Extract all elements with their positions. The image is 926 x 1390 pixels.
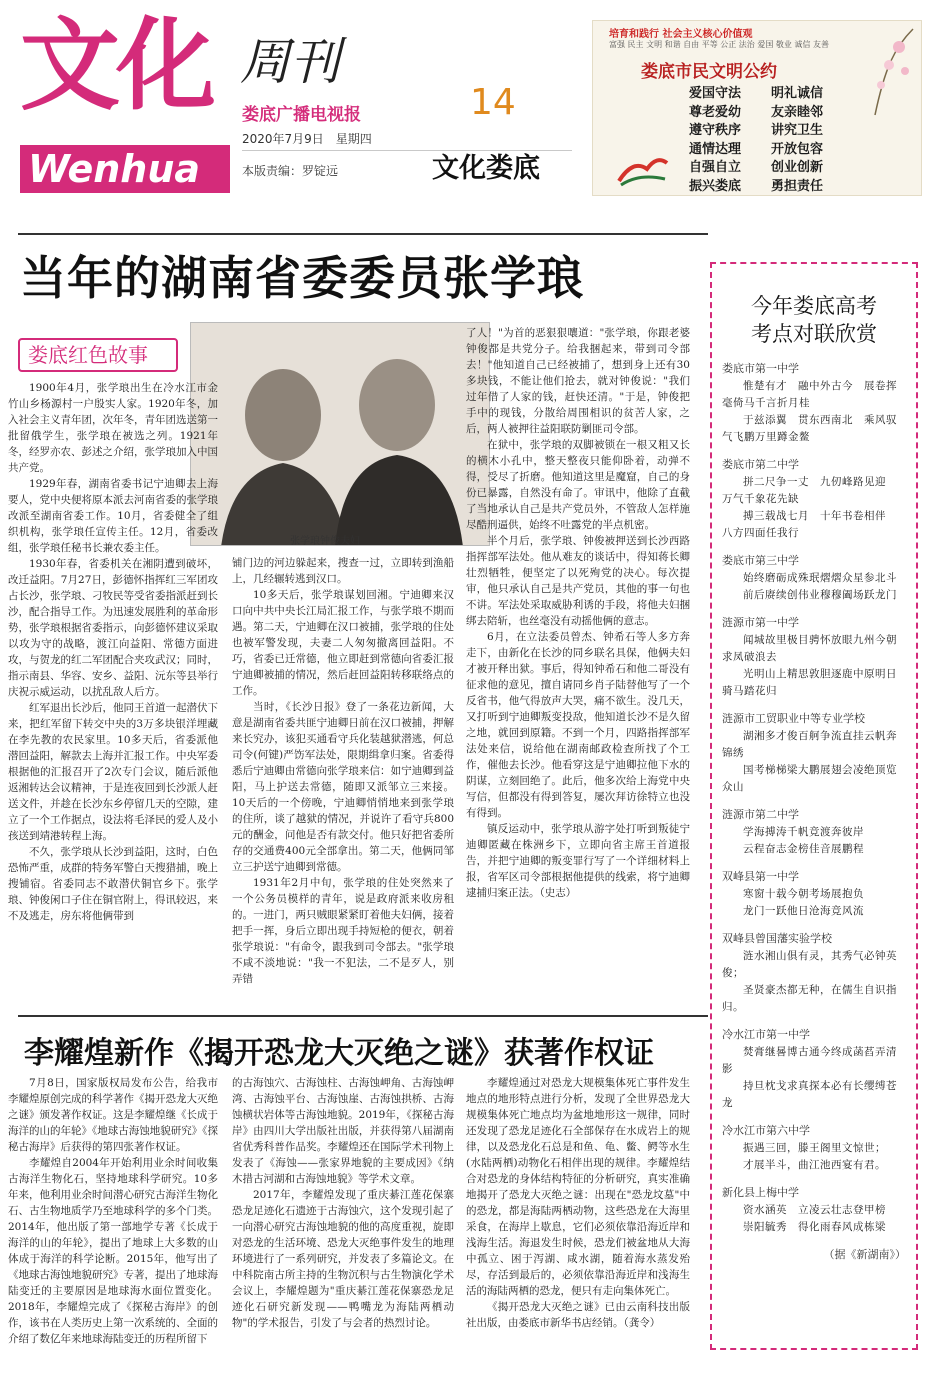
paragraph: 不久，张学琅从长沙到益阳，这时，白色恐怖严重，成群的特务军警白天搜猎捕，晚上搜铺宿。省委同志不敢潜伏铜官乡下。张学琅、钟俊闲口子住在铜官附上，得讯较迟，来不及逃走，房东将他俩带到 — [8, 846, 218, 922]
section-title: 文化娄底 — [432, 153, 540, 184]
masthead — [0, 0, 926, 205]
ad-row — [689, 141, 853, 160]
ad-row — [689, 122, 853, 141]
couplet-item — [722, 614, 906, 700]
couplet-line: 涟水湘山俱有灵，其秀气必钟英俊； — [722, 950, 897, 979]
sidebar-title — [722, 292, 906, 348]
article-headline: 当年的湖南省委委员张学琅 — [20, 251, 584, 305]
couplet-line: 云程奋志金榜佳音展鹏程 — [743, 843, 864, 855]
couplet-item — [722, 806, 906, 858]
couplet-sidebar — [710, 262, 918, 1350]
paragraph: 红军退出长沙后，他同王首道一起潜伏下来，把红军留下转交中央的3万多块银洋埋藏在李先教的农民家里。10多天后，省委派他潜回益阳，解款去上海并汇报工作。中央军委根据他的汇报召开了2次专门会议，随后派他返湘转达会议精神，于是连夜回到长沙派人赶送文件，并趁在长沙东乡停留几天的空隙，建立了一个工作据点，设法将毛泽民的爱人及小孩送到靖港转程上海。 — [8, 702, 218, 842]
ad-cell: 明礼诚信 — [771, 86, 824, 101]
article-column — [8, 380, 218, 1010]
paragraph: 7月8日，国家版权局发布公告，给我市李耀煌原创完成的科学著作《揭开恐龙大灭绝之谜》颁发著作权证。这是李耀煌继《长成于海洋的山的年轮》《地球古海蚀地貌研究》《探秘古海岸》后获得的第四张著作权证。 — [8, 1077, 218, 1153]
school-name: 涟源市工贸职业中等专业学校 — [722, 712, 865, 725]
ad-title: 娄底市民文明公约 — [641, 62, 777, 82]
couplet-line: 学海搏涛千帆竞渡奔彼岸 — [743, 826, 864, 838]
couplet-line: 持旦枕戈求真探本必有长缨缚苍龙 — [722, 1080, 897, 1109]
paragraph: 1929年春，湖南省委书记宁迪卿去上海要人，党中央便将原本派去河南省委的张学琅改派至湖南省委工作。10月，省委健全了组织机构，张学琅任宣传主任。12月，省委改组，张学琅任秘书长兼农委主任。 — [8, 478, 218, 554]
couplet-item — [722, 930, 906, 1016]
paragraph: 李耀煌自2004年开始利用业余时间收集古海洋生物化石，坚持地球科学研究。10多年来，他利用业余时间潜心研究古海洋生物化石、古生物地质学乃至地球科学的多个门类。2014年，他出版了第一部地学专著《长成于海洋的山的年轮》，提出了地球上大多数的山体成于海洋的科学论断。2015年，他写出了《地球古海蚀地貌研究》专著，提出了地球海陆变迁的主要原因是地球海水面位置变化。2018年，李耀煌完成了《探秘古海岸》的创作，该书在人类历史上第一次系统的、全面的介绍了数亿年来地球海陆变迁的历程所留下 — [8, 1157, 218, 1345]
paragraph: 了人！"为首的恶狠狠嚷道："张学琅，你跟老婆钟俊都是共党分子。给我捆起来，带到司令部去！"他知道自己已经被捕了，想到身上还有30多块钱，不能让他们抢去，就对钟俊说："我们过年借了人家的钱，赶快还清。"于是，钟俊把手中的现钱，分散给周围相识的贫苦人家，之后，两人被押往益阳联防剿匪司令部。 — [466, 327, 690, 435]
school-name: 双峰县第一中学 — [722, 870, 799, 883]
ad-row — [689, 85, 853, 104]
couplet-line: 国考梯梯梁大鹏展翅会凌绝顶览众山 — [722, 764, 897, 793]
couplet-line: 前后赓续创伟业穆穆阖场跃龙门 — [743, 589, 897, 601]
school-name: 娄底市第一中学 — [722, 362, 799, 375]
school-name: 涟源市第一中学 — [722, 616, 799, 629]
couplet-line: 才展半斗，曲江池西宴有君。 — [743, 1159, 886, 1171]
sidebar-title-line: 今年娄底高考 — [751, 294, 877, 318]
ad-cell: 振兴娄底 — [689, 178, 742, 194]
couplet-item — [722, 1184, 906, 1236]
ad-cell: 爱国守法 — [689, 86, 742, 101]
ad-cell: 自强自立 — [689, 160, 742, 175]
ad-cell: 友亲睦邻 — [771, 104, 824, 120]
couplet-line: 始终磨砺成殊珉熠熠众星参北斗 — [743, 572, 897, 584]
paragraph: 《揭开恐龙大灭绝之谜》已由云南科技出版社出版，由娄底市新华书店经销。（龚令） — [466, 1301, 690, 1329]
ad-slogan: 培育和践行 社会主义核心价值观 — [609, 29, 753, 40]
paragraph: 半个月后，张学琅、钟俊被押送到长沙西路指挥部军法处。他从难友的谈话中，得知蒋长卿壮烈牺牲，便坚定了以死殉党的决心。每次提审，他只承认自己是共产党员，其他的事一句也不讲。军法处采取威胁利诱的手段，将他夫妇捆绑去陪斩，也丝毫没有动摇他俩的意志。 — [466, 535, 690, 627]
issue-date: 2020年7月9日 星期四 — [242, 132, 372, 146]
paragraph: 1931年2月中旬，张学琅的住处突然来了一个公务员模样的青年，说是政府派来收房租的。一进门，两只贼眼紧紧盯着他夫妇俩，接着把手一挥，身后立即出现手持短枪的便衣，朝着张学琅说："有命令，跟我到司令部去。"张学琅不咸不淡地说："我一不犯法，二不是歹人，别弄错 — [232, 877, 454, 985]
couplet-line: 崇阳毓秀 得化雨春风成栋梁 — [743, 1221, 886, 1233]
couplet-line: 资水涵英 立凌云壮志登甲榜 — [743, 1204, 886, 1216]
ad-cell: 创业创新 — [771, 160, 824, 175]
school-name: 双峰县曾国藩实验学校 — [722, 932, 832, 945]
school-name: 娄底市第三中学 — [722, 554, 799, 567]
school-name: 涟源市第二中学 — [722, 808, 799, 821]
couplet-line: 寒窗十载今朝考场展抱负 — [743, 888, 864, 900]
page-number: 14 — [470, 82, 516, 123]
couplet-line: 焚膏继晷博古通今终成菡萏弄清影 — [722, 1046, 897, 1075]
paragraph: 镇反运动中，张学琅从游字处打听到叛徒宁迪卿匿藏在株洲乡下，立即向省主席王首道报告，并把宁迪卿的叛变罪行写了一个详细材料上报，省军区司令部根据他提供的线索，将宁迪卿逮捕归案正法。（史志） — [466, 823, 690, 899]
sidebar-title-line: 考点对联欣赏 — [751, 322, 877, 346]
couplet-line: 搏三载战七月 十年书卷相伴 八方四面任我行 — [722, 510, 897, 539]
ad-values: 富强 民主 文明 和谐 自由 平等 公正 法治 爱国 敬业 诚信 友善 — [609, 40, 829, 49]
couplet-item — [722, 1026, 906, 1112]
portrait-illustration — [191, 323, 490, 546]
article-column — [232, 555, 454, 1010]
ad-cell: 勇担责任 — [771, 178, 824, 194]
paragraph: 10多天后，张学琅谋划回湘。宁迪卿来汉口向中共中央长江局汇报工作，与张学琅不期而遇。第二天，宁迪卿在汉口被捕，张学琅的住处也被军警发现，夫妻二人匆匆撤离回益阳。不巧，省委已迁常德，他立即赶到常德向省委汇报宁迪卿被捕的情况，然后赶回益阳转移联络点的工作。 — [232, 589, 454, 697]
article-column — [466, 325, 690, 1010]
paper-name: 娄底广播电视报 — [242, 105, 361, 125]
ad-cell: 开放包容 — [771, 141, 824, 157]
ad-cell: 尊老爱幼 — [689, 104, 742, 120]
article-headline: 李耀煌新作《揭开恐龙大灭绝之谜》获著作权证 — [24, 1036, 654, 1071]
photo-caption: 张学琅钟俊夫妇 — [290, 536, 360, 547]
civilization-logo — [613, 151, 671, 191]
editor-credit: 本版责编：罗锭远 — [242, 164, 339, 178]
column-badge: 娄底红色故事 — [18, 338, 178, 372]
couplet-item — [722, 1122, 906, 1174]
logo-title: 文化 — [20, 7, 212, 124]
paragraph: 铺门边的河边躲起来，搜查一过，立即转到渔船上，几经辗转逃到汉口。 — [232, 557, 454, 585]
couplet-item — [722, 552, 906, 604]
ad-cell: 讲究卫生 — [771, 123, 824, 138]
weekly-label: 周刊 — [240, 33, 340, 91]
paragraph: 李耀煌通过对恐龙大规模集体死亡事件发生地点的地形特点进行分析，发现了全世界恐龙大规模集体死亡地点均为盆地地形这一规律，同时还发现了恐龙足迹化石全部保存在水成岩上的规律，以及恐龙化石总是和鱼、龟、鳖、鳄等水生(水陆两栖)动物化石相伴出现的规律。李耀煌结合对恐龙的身体结构特征的分析研究，真实准确地揭开了恐龙大灭绝之谜：出现在"恐龙坟墓"中的恐龙，都是海陆两栖动物，这些恐龙在大海里采食，在海岸上歇息，它们必须依靠沿海近岸和浅海生活。海退发生时候，恐龙们被盆地从大海中孤立、困于泻湖、咸水湖，随着海水蒸发殆尽，存活到最后的，必须依靠沿海近岸和浅海生活的海陆两栖的恐龙，便只有走向集体死亡。 — [466, 1077, 690, 1297]
couplet-item — [722, 868, 906, 920]
portrait-photo — [190, 322, 490, 546]
couplet-line: 拼二尺争一丈 九仞峰路见迎 万气千象花先缺 — [722, 476, 897, 505]
logo-pinyin: Wenhua — [20, 145, 230, 193]
paragraph: 在狱中，张学琅的双脚被锁在一根又粗又长的横木小孔中，整天整夜只能仰卧着，动弹不得，受尽了折磨。他知道这里是魔窟，自己的身份已暴露，自然没有命了。审讯中，他除了直截了当地承认自己是共产党员外，不管敌人怎样施尽酷刑逼供，始终不吐露党的半点机密。 — [466, 439, 690, 531]
article-column — [8, 1075, 218, 1375]
couplet-line: 湖湘多才俊百舸争流直挂云帆奔锦绣 — [722, 730, 897, 759]
couplet-line: 于兹添翼 贯东西南北 乘风驭气飞鹏万里蹲金鳌 — [722, 414, 897, 443]
couplet-item — [722, 710, 906, 796]
headline-rule — [18, 233, 708, 235]
school-name: 新化县上梅中学 — [722, 1186, 799, 1199]
school-name: 娄底市第二中学 — [722, 458, 799, 471]
ad-row — [689, 178, 853, 197]
couplet-line: 光明山上精思敦胆逐鹿中原明日骑马踏花归 — [722, 668, 897, 697]
ad-cell: 遵守秩序 — [689, 123, 742, 138]
school-name: 冷水江市第六中学 — [722, 1124, 810, 1137]
paragraph: 6月，在立法委员曾杰、钟希石等人多方奔走下，由新化在长沙的同乡联名具保，他俩夫妇才被开释出狱。事后，得知钟希石和他二哥没有征求他的意见，擅自请同乡肖子陆替他写了一个反省书，他气得放声大哭，痛不欲生。没几天，又打听到宁迪卿叛变投敌，他知道长沙不是久留之地，就回到原籍。不到一个月，四路指挥部军法处来信，说给他在湖南邮政检查所找了个工作，催他去长沙。他看穿这是宁迪卿拉他下水的阴谋，立刻回绝了。此后，他多次给上海党中央写信，但都没有得到答复，屡次拜访徐特立也没有得到。 — [466, 631, 690, 819]
couplet-line: 惟楚有才 融中外古今 展卷挥毫倚马千言折月桂 — [722, 380, 897, 409]
couplet-item — [722, 360, 906, 446]
paragraph: 1900年4月，张学琅出生在冷水江市金竹山乡杨源村一户殷实人家。1920年冬，加入社会主义青年团，次年冬，青年团选送第一批留俄学生，张学琅在被选之列。1921年冬，经罗亦农、彭述之介绍，张学琅加入中国共产党。 — [8, 382, 218, 474]
ad-cell: 通情达理 — [689, 141, 742, 157]
civic-ad — [592, 20, 922, 196]
ad-row — [689, 159, 853, 178]
ad-convention-grid — [689, 85, 853, 196]
sidebar-source: （据《新湖南》） — [823, 1248, 906, 1261]
headline-rule — [18, 1015, 708, 1017]
couplet-line: 龙门一跃他日沧海竞风流 — [743, 905, 864, 917]
paragraph: 1930年春，省委机关在湘阴遭到破坏，改迁益阳。7月27日，彭德怀指挥红三军团攻占长沙，张学琅、刁牧民等受省委指派赶到长沙，配合指导工作。为迅速发展胜利的革命形势，张学琅根据省委指示，向彭德怀建议采取以攻为守的战略，渡江向益阳、常德方面进攻，与贺龙的红二军团配合夹攻武汉；同时，指示南县、华容、安乡、益阳、沅东等县举行庆祝示威运动，以扰乱敌人后方。 — [8, 558, 218, 698]
flower-illustration — [855, 27, 915, 117]
school-name: 冷水江市第一中学 — [722, 1028, 810, 1041]
paragraph: 当时，《长沙日报》登了一条花边新闻，大意是湖南省委共匪宁迪卿日前在汉口被捕，押解来长究办，该犯买通看守兵化装越狱潜逃，何总司令(何键)严饬军法处，限期缉拿归案。省委得悉后宁迪卿由常德向张学琅来信：如宁迪卿到益阳，马上护送去常德，随即又派邹立三来接。10天后的一个傍晚，宁迪卿悄悄地来到张学琅的住所，谈了越狱的情况，并说许了看守兵800元的酬金，问他是否有款交付。他只好把省委所存的交通费400元全部拿出。第二天，他俩同邹立三护送宁迪卿到常德。 — [232, 701, 454, 873]
paragraph: 2017年，李耀煌发现了重庆綦江莲花保寨恐龙足迹化石遗迹于古海蚀穴，这个发现引起了一向潜心研究古海蚀地貌的他的高度重视，旋即对恐龙的生活环境、恐龙大灭绝事件发生的地理环境进行了一系列研究，并发表了多篇论文。在中科院南古所主持的生物沉积与古生物演化学术会议上，李耀煌题为"重庆綦江莲花保寨恐龙足迹化石研究新发现——鸭嘴龙为海陆两栖动物"的学术报告，引发了与会者的热烈讨论。 — [232, 1189, 454, 1329]
couplet-item — [722, 456, 906, 542]
couplet-line: 闻城故里极目骋怀放眼九州今朝求凤破浪去 — [722, 634, 897, 663]
couplet-line: 振遇三回，滕王阁里文惊世； — [743, 1142, 886, 1154]
paragraph: 的古海蚀穴、古海蚀柱、古海蚀岬角、古海蚀岬湾、古海蚀平台、古海蚀崖、古海蚀拱桥、古海蚀横状岩体等古海蚀地貌。2019年，《探秘古海岸》由四川大学出版社出版，并获得第八届湖南省优秀科普作品奖。李耀煌还在国际学术刊物上发表了《海蚀——张家界地貌的主要成因》《纳木措古河湖和古海蚀地貌》等学术文章。 — [232, 1077, 454, 1185]
article-column — [466, 1075, 690, 1375]
couplet-line: 圣贤豪杰都无种，在儒生自识指归。 — [722, 984, 897, 1013]
article-column — [232, 1075, 454, 1375]
ad-row — [689, 104, 853, 123]
